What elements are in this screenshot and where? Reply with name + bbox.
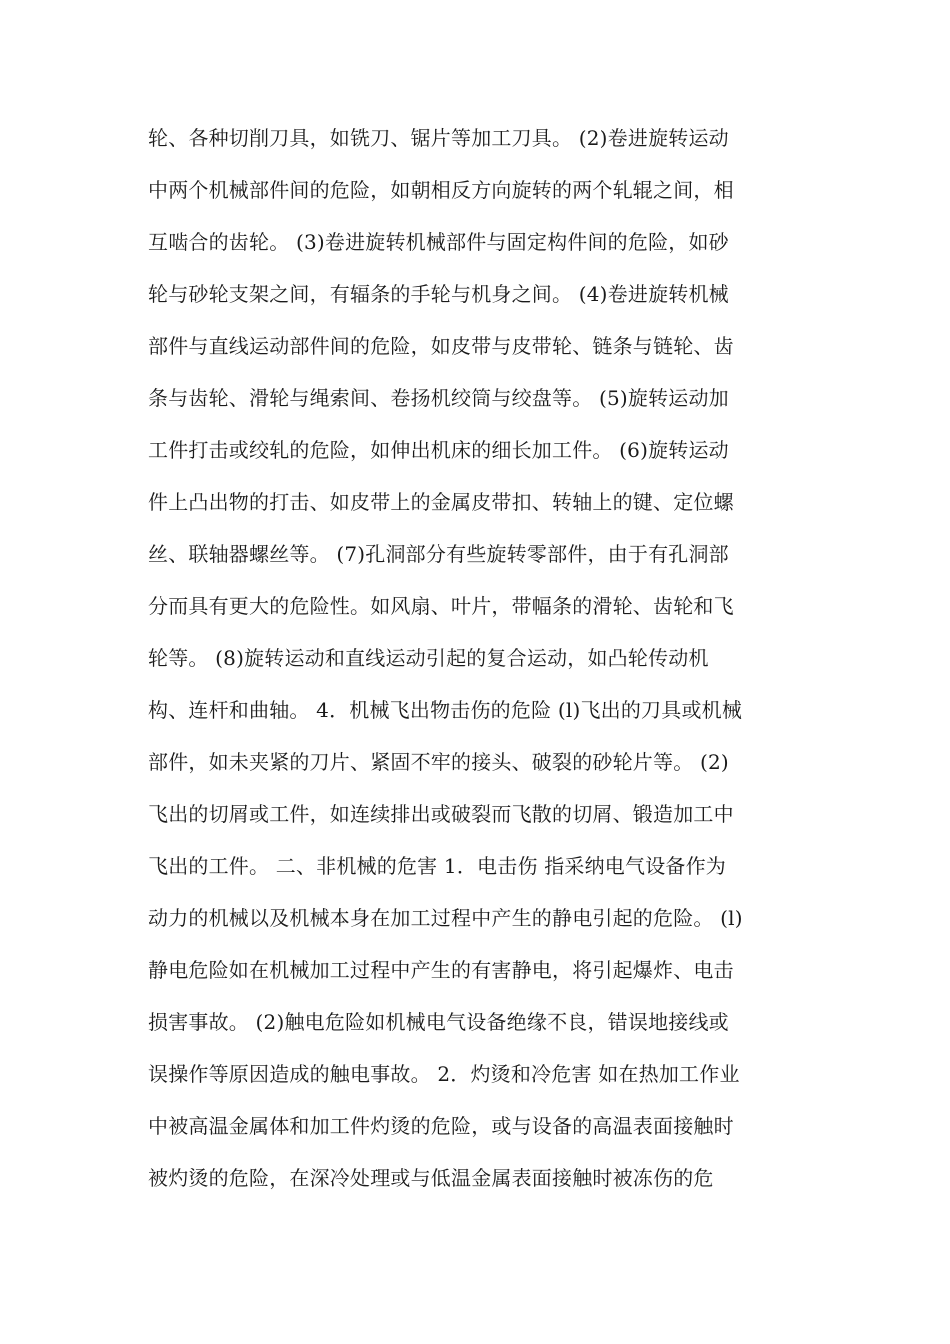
text-line-11: 轮等。 (8)旋转运动和直线运动引起的复合运动，如凸轮传动机 <box>148 646 709 670</box>
text-line-13: 部件，如未夹紧的刀片、紧固不牢的接头、破裂的砂轮片等。 (2) <box>148 750 729 774</box>
text-line-4: 轮与砂轮支架之间，有辐条的手轮与机身之间。 (4)卷进旋转机械 <box>148 282 729 306</box>
text-line-5: 部件与直线运动部件间的危险，如皮带与皮带轮、链条与链轮、齿 <box>148 334 734 358</box>
body-text <box>148 116 808 1208</box>
text-line-8: 件上凸出物的打击、如皮带上的金属皮带扣、转轴上的键、定位螺 <box>148 490 734 514</box>
text-line-14: 飞出的切屑或工件，如连续排出或破裂而飞散的切屑、锻造加工中 <box>148 802 734 826</box>
text-line-12: 构、连杆和曲轴。 4．机械飞出物击伤的危险 (l)飞出的刀具或机械 <box>148 698 743 722</box>
text-line-6: 条与齿轮、滑轮与绳索间、卷扬机绞筒与绞盘等。 (5)旋转运动加 <box>148 386 729 410</box>
text-line-2: 中两个机械部件间的危险，如朝相反方向旋转的两个轧辊之间，相 <box>148 178 734 202</box>
text-line-3: 互啮合的齿轮。 (3)卷进旋转机械部件与固定构件间的危险，如砂 <box>148 230 729 254</box>
text-line-18: 损害事故。 (2)触电危险如机械电气设备绝缘不良，错误地接线或 <box>148 1010 729 1034</box>
text-line-7: 工件打击或绞轧的危险，如伸出机床的细长加工件。 (6)旋转运动 <box>148 438 729 462</box>
text-line-17: 静电危险如在机械加工过程中产生的有害静电，将引起爆炸、电击 <box>148 958 734 982</box>
text-line-10: 分而具有更大的危险性。如风扇、叶片，带幅条的滑轮、齿轮和飞 <box>148 594 734 618</box>
text-line-1: 轮、各种切削刀具，如铣刀、锯片等加工刀具。 (2)卷进旋转运动 <box>148 126 729 150</box>
text-line-9: 丝、联轴器螺丝等。 (7)孔洞部分有些旋转零部件，由于有孔洞部 <box>148 542 729 566</box>
text-line-15: 飞出的工件。 二、非机械的危害 1．电击伤 指采纳电气设备作为 <box>148 854 726 878</box>
text-line-16: 动力的机械以及机械本身在加工过程中产生的静电引起的危险。 (l) <box>148 906 743 930</box>
text-line-20: 中被高温金属体和加工件灼烫的危险，或与设备的高温表面接触时 <box>148 1114 734 1138</box>
text-line-19: 误操作等原因造成的触电事故。 2．灼烫和冷危害 如在热加工作业 <box>148 1062 740 1086</box>
text-line-21: 被灼烫的危险，在深冷处理或与低温金属表面接触时被冻伤的危 <box>148 1166 714 1190</box>
